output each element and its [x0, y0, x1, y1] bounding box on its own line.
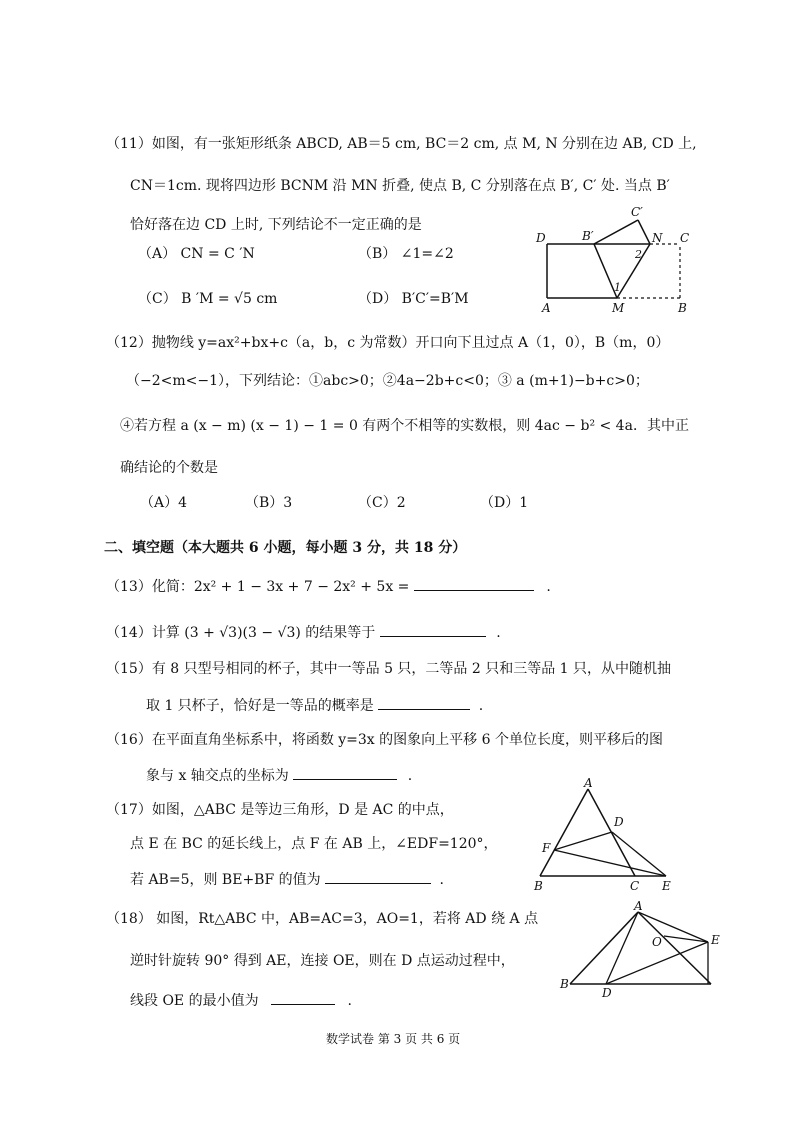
q14-row: [106, 622, 501, 642]
q18-period: .: [347, 993, 352, 1009]
q12-option-b: （B）3: [245, 495, 293, 511]
q11-edge-mn: [617, 244, 650, 298]
q17-label-f: F: [542, 841, 551, 855]
section-2-title: 二、填空题（本大题共 6 小题，每小题 3 分，共 18 分）: [104, 540, 467, 556]
q18-answer-blank: [271, 990, 335, 1005]
q15-answer-blank: [378, 695, 470, 710]
q16-answer-blank: [293, 765, 397, 780]
q11-edge-cpn: [638, 220, 650, 244]
q17-label-d: D: [614, 815, 624, 829]
q11-label-angle1: 1: [614, 281, 621, 294]
q11-line3: 恰好落在边 CD 上时, 下列结论不一定正确的是: [130, 217, 422, 233]
q13-period: .: [546, 579, 551, 595]
q17-period: .: [439, 872, 444, 888]
q17-label-b: B: [534, 879, 543, 893]
q11-option-a: （A） CN = C ′N: [138, 246, 255, 262]
q12-line1: （12）抛物线 y=ax²+bx+c（a，b，c 为常数）开口向下且过点 A（1，0），B（m，0）: [106, 335, 670, 351]
q12-line2: （−2<m<−1），下列结论：①abc>0；②4a−2b+c<0；③ a (m+1)−b+c>0；: [126, 373, 649, 389]
q11-label-cprime: C′: [631, 205, 643, 219]
q18-label-a: A: [634, 900, 643, 913]
q11-label-c: C: [680, 231, 690, 245]
q18-edge-ac: [638, 912, 711, 984]
q13-row: [106, 576, 551, 596]
q11-option-c: （C） B ′M = √5 cm: [138, 291, 278, 307]
q16-line1: （16）在平面直角坐标系中，将函数 y=3x 的图象向上平移 6 个单位长度，则平移后的图: [106, 732, 663, 748]
q17-edge-ab: [540, 789, 588, 876]
q14-answer-blank: [380, 622, 486, 637]
q11-line2: CN＝1cm. 现将四边形 BCNM 沿 MN 折叠, 使点 B, C 分别落在点 B′, C′ 处. 当点 B′: [130, 178, 670, 194]
q11-label-angle2: 2: [635, 248, 642, 261]
q15-period: .: [478, 698, 484, 714]
q11-label-m: M: [612, 301, 625, 315]
q16-line2: 象与 x 轴交点的坐标为: [146, 768, 289, 784]
q11-figure: [530, 198, 710, 318]
q11-label-bprime: B′: [582, 229, 594, 243]
q18-label-e: E: [711, 933, 720, 947]
q18-figure: [556, 900, 726, 1000]
q18-label-o: O: [652, 935, 662, 949]
q14-period: .: [496, 625, 501, 641]
q17-label-c: C: [630, 879, 640, 893]
q15-row2: [146, 695, 483, 715]
q18-edge-ab: [570, 912, 638, 984]
q12-option-a: （A）4: [140, 495, 188, 511]
q18-line2: 逆时针旋转 90° 得到 AE，连接 OE，则在 D 点运动过程中，: [130, 953, 515, 969]
q11-edge-bpcp: [594, 220, 638, 244]
q11-label-a: A: [542, 301, 551, 315]
q17-line2: 点 E 在 BC 的延长线上，点 F 在 AB 上，∠EDF=120°，: [130, 836, 498, 852]
q11-option-b: （B） ∠1=∠2: [358, 246, 454, 262]
q11-label-n: N: [652, 231, 663, 245]
q11-line1: （11）如图，有一张矩形纸条 ABCD, AB＝5 cm, BC＝2 cm, 点 M, N 分别在边 AB, CD 上,: [106, 136, 697, 152]
q18-label-d: D: [602, 986, 612, 1000]
q17-label-e: E: [662, 879, 671, 893]
q13-text: （13）化简：2x² + 1 − 3x + 7 − 2x² + 5x =: [106, 579, 410, 595]
q17-line3: 若 AB=5，则 BE+BF 的值为: [130, 872, 321, 888]
q17-label-a: A: [584, 776, 593, 790]
q17-row3: [130, 869, 444, 889]
q16-period: .: [407, 768, 413, 784]
q11-label-d: D: [536, 231, 546, 245]
q15-line2: 取 1 只杯子，恰好是一等品的概率是: [146, 698, 374, 714]
q18-row3: [130, 990, 352, 1010]
q12-option-c: （C）2: [358, 495, 406, 511]
q13-answer-blank: [414, 576, 534, 591]
q18-line1: （18） 如图，Rt△ABC 中，AB=AC=3，AO=1，若将 AD 绕 A 点: [106, 911, 539, 927]
q12-line3: ④若方程 a (x − m) (x − 1) − 1 = 0 有两个不相等的实数根，则 4ac − b² < 4a．其中正: [120, 418, 689, 434]
q11-option-d: （D） B′C′=B′M: [358, 291, 469, 307]
q17-answer-blank: [325, 869, 431, 884]
q14-text: （14）计算 (3 + √3)(3 − √3) 的结果等于: [106, 625, 376, 641]
q18-line3: 线段 OE 的最小值为: [130, 993, 259, 1009]
page-footer: 数学试卷 第 3 页 共 6 页: [326, 1032, 461, 1046]
q18-label-b: B: [560, 977, 569, 991]
q12-line4: 确结论的个数是: [120, 460, 218, 476]
q17-figure: [530, 776, 680, 894]
q17-line1: （17）如图，△ABC 是等边三角形，D 是 AC 的中点，: [106, 802, 454, 818]
q12-option-d: （D）1: [480, 495, 529, 511]
q11-label-b: B: [678, 301, 687, 315]
q15-line1: （15）有 8 只型号相同的杯子，其中一等品 5 只，二等品 2 只和三等品 1 只，从中随机抽: [106, 661, 672, 677]
q16-row2: [146, 765, 412, 785]
